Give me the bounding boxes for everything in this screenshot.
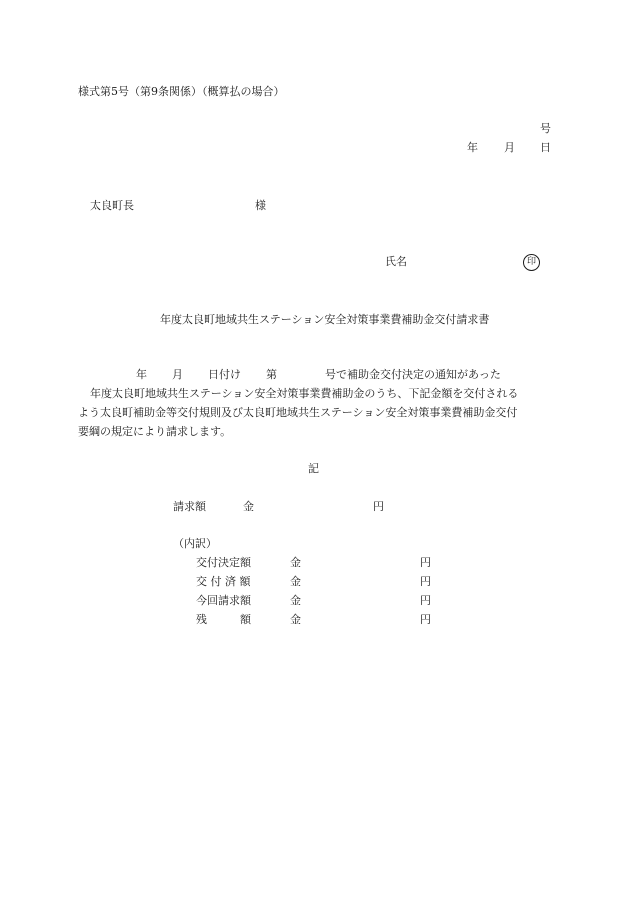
addressee-name: 太良町長 bbox=[90, 199, 134, 212]
date-month: 月 bbox=[504, 141, 515, 154]
breakdown-row-kin: 金 bbox=[290, 594, 301, 607]
date-day: 日 bbox=[540, 141, 551, 154]
breakdown-row-yen: 円 bbox=[420, 575, 431, 588]
body-line-2: 年度太良町地域共生ステーション安全対策事業費補助金のうち、下記金額を交付される bbox=[90, 387, 519, 400]
body-notice-dai: 第 bbox=[266, 368, 277, 381]
breakdown-row-kin: 金 bbox=[290, 575, 301, 588]
breakdown-row-label: 交付決定額 bbox=[196, 556, 251, 569]
body-line-4: 要綱の規定により請求します。 bbox=[78, 425, 232, 438]
breakdown-row-kin: 金 bbox=[290, 556, 301, 569]
breakdown-row-kin: 金 bbox=[290, 613, 301, 626]
breakdown-row-yen: 円 bbox=[420, 556, 431, 569]
body-notice-year: 年 bbox=[136, 368, 147, 381]
body-notice-month: 月 bbox=[172, 368, 183, 381]
breakdown-row-yen: 円 bbox=[420, 594, 431, 607]
breakdown-row-yen: 円 bbox=[420, 613, 431, 626]
body-notice-day: 日付け bbox=[208, 368, 241, 381]
body-notice-rest: 号で補助金交付決定の通知があった bbox=[325, 368, 501, 381]
breakdown-row-label: 今回請求額 bbox=[196, 594, 251, 607]
document-number-suffix: 号 bbox=[540, 122, 551, 135]
applicant-name-label: 氏名 bbox=[385, 255, 407, 268]
document-title: 年度太良町地域共生ステーション安全対策事業費補助金交付請求書 bbox=[160, 313, 490, 326]
breakdown-row-label: 残 額 bbox=[196, 613, 251, 626]
body-line-3: よう太良町補助金等交付規則及び太良町地域共生ステーション安全対策事業費補助金交付 bbox=[78, 406, 518, 419]
claim-yen: 円 bbox=[373, 500, 384, 513]
date-year: 年 bbox=[467, 141, 478, 154]
claim-label: 請求額 bbox=[173, 500, 206, 513]
breakdown-row-label: 交 付 済 額 bbox=[196, 575, 251, 588]
form-label: 様式第5号（第9条関係）（概算払の場合） bbox=[78, 85, 285, 98]
addressee-honorific: 様 bbox=[255, 199, 266, 212]
breakdown-heading: （内訳） bbox=[173, 537, 217, 550]
seal-mark: 印 bbox=[523, 254, 540, 271]
claim-kin: 金 bbox=[243, 500, 254, 513]
ki-heading: 記 bbox=[308, 462, 319, 475]
